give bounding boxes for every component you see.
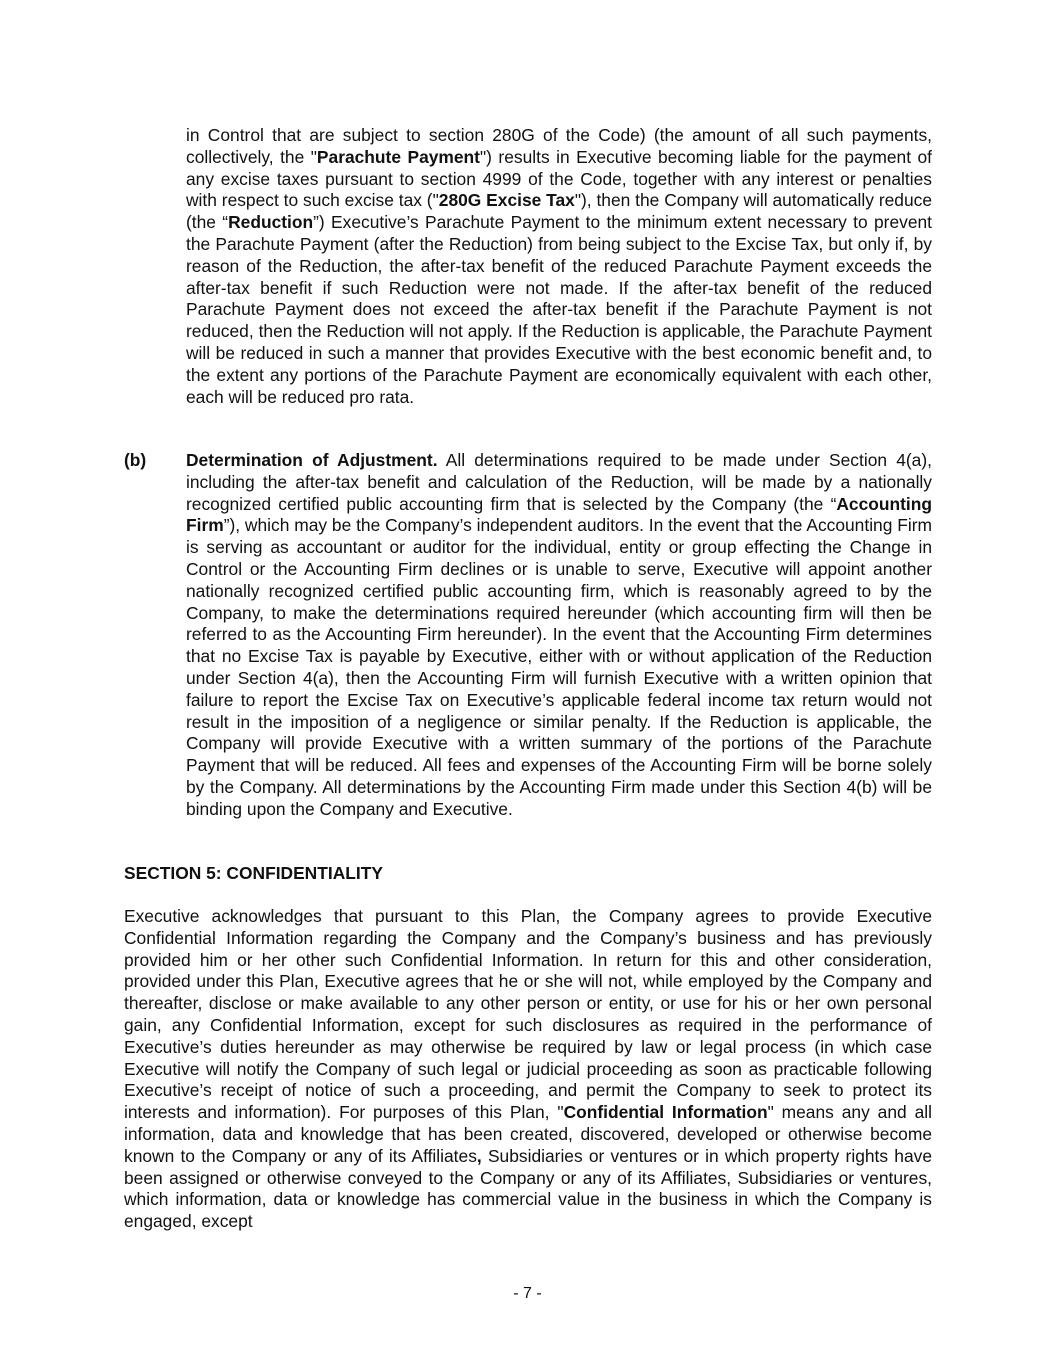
defined-term-reduction: Reduction [228, 212, 314, 233]
paragraph-text: Subsidiaries or ventures or in which property rights have been assigned or otherwise conveyed to the Company or any of its Affiliates, Subsidiaries or ventures, which information, data or knowledge has commercial value in the business in which the Company is engaged, except [124, 1145, 932, 1232]
paragraph-text: ”) Executive’s Parachute Payment to the minimum extent necessary to prevent the Parachute Payment (after the Reduction) from being subject to the Excise Tax, but only if, by reason of the Reduction, the after-tax benefit of the reduced Parachute Payment exceeds the after-tax benefit if such Reduction were not made. If the after-tax benefit of the reduced Parachute Payment does not exceed the after-tax benefit if the Parachute Payment is not reduced, then the Reduction will not apply. If the Reduction is applicable, the Parachute Payment will be reduced in such a manner that provides Executive with the best economic benefit and, to the extent any portions of the Parachute Payment are economically equivalent with each other, each will be reduced pro rata. [186, 212, 932, 407]
section-5-heading: SECTION 5: CONFIDENTIALITY [124, 863, 383, 883]
defined-term-280g-excise-tax: 280G Excise Tax [438, 190, 575, 211]
bold-comma: , [476, 1145, 482, 1166]
paragraph-text: ") results in Executive becoming liable for the payment of any excise taxes pursuant to section 4999 of the Code, together with any interest or penalties with respect to such excise tax (" [186, 146, 933, 211]
defined-term-confidential-information: Confidential Information [563, 1102, 768, 1123]
paragraph-text: "), then the Company will automatically reduce (the “ [186, 190, 933, 233]
section-b-label: (b) [124, 450, 147, 470]
page-number: - 7 - [513, 1285, 542, 1302]
paragraph-text: All determinations required to be made under Section 4(a), including the after-tax benefit and calculation of the Reduction, will be made by a nationally recognized certified public accounting firm that is selected by the Company (the “ [186, 450, 932, 514]
paragraph-text: Executive acknowledges that pursuant to this Plan, the Company agrees to provide Executive Confidential Information regarding the Company and the Company’s business and has previously provided him or her other such Confidential Information. In return for this and other consideration, provided under this Plan, Executive agrees that he or she will not, while employed by the Company and thereafter, disclose or make available to any other person or entity, or use for his or her own personal gain, any Confidential Information, except for such disclosures as required in the performance of Executive’s duties hereunder as may otherwise be required by law or legal process (in which case Executive will notify the Company of such legal or judicial proceeding as soon as practicable following Executive’s receipt of notice of such a proceeding, and permit the Company to seek to protect its interests and information). For purposes of this Plan, " [124, 906, 932, 1123]
section-b-title: Determination of Adjustment. [186, 450, 438, 470]
section-b-paragraph [186, 450, 932, 821]
continued-paragraph [186, 125, 932, 408]
paragraph-text: in Control that are subject to section 280G of the Code) (the amount of all such payments, collectively, the " [186, 125, 932, 167]
paragraph-text: ”), which may be the Company’s independent auditors. In the event that the Accounting Firm is serving as accountant or auditor for the individual, entity or group effecting the Change in Control or the Accounting Firm declines or is unable to serve, Executive will appoint another nationally recognized certified public accounting firm, which is reasonably agreed to by the Company, to make the determinations required hereunder (which accounting firm will then be referred to as the Accounting Firm hereunder). In the event that the Accounting Firm determines that no Excise Tax is payable by Executive, either with or without application of the Reduction under Section 4(a), then the Accounting Firm will furnish Executive with a written opinion that failure to report the Excise Tax on Executive’s applicable federal income tax return would not result in the imposition of a negligence or similar penalty. If the Reduction is applicable, the Company will provide Executive with a written summary of the portions of the Parachute Payment that will be reduced. All fees and expenses of the Accounting Firm will be borne solely by the Company. All determinations by the Accounting Firm made under this Section 4(b) will be binding upon the Company and Executive. [186, 515, 932, 819]
defined-term-parachute-payment: Parachute Payment [316, 146, 480, 167]
defined-term-accounting-firm: Accounting Firm [186, 493, 932, 536]
section-5-paragraph [124, 906, 932, 1233]
paragraph-text: " means any and all information, data and knowledge that has been created, discovered, developed or otherwise become known to the Company or any of its Affiliates [124, 1102, 932, 1166]
